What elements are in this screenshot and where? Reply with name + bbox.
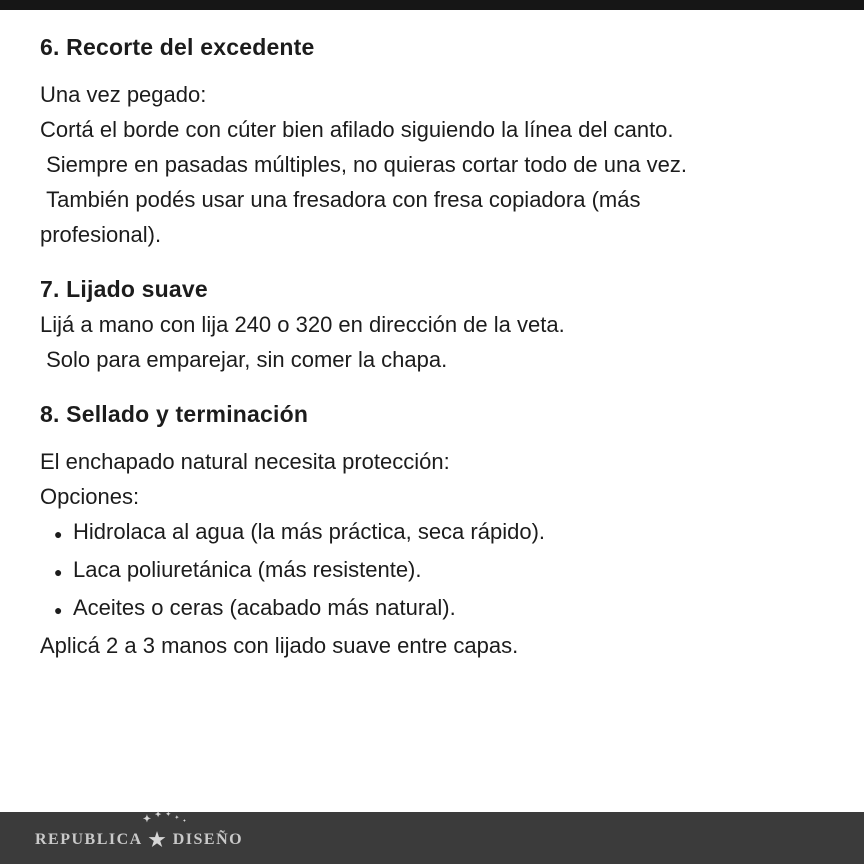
bullet-text: Aceites o ceras (acabado más natural).: [73, 595, 456, 620]
section: [40, 276, 834, 377]
section-heading: 6. Recorte del excedente: [40, 34, 315, 60]
section: [40, 401, 834, 663]
text-line: Una vez pegado:: [40, 82, 207, 107]
small-star-icon: ✦: [154, 809, 163, 819]
star-icon: ★: [148, 829, 167, 851]
brand-logo: [35, 809, 244, 851]
bullet-item: [40, 590, 834, 628]
logo-star-group: [142, 809, 188, 851]
bullet-icon: ●: [54, 564, 63, 580]
bullet-text: Hidrolaca al agua (la más práctica, seca rápido).: [73, 519, 546, 544]
slide-content: [40, 10, 834, 663]
section-heading: 7. Lijado suave: [40, 276, 208, 302]
brand-name-republica: REPUBLICA: [35, 830, 143, 848]
small-star-icon: ✦: [165, 811, 173, 818]
text-line: El enchapado natural necesita protección:: [40, 449, 450, 474]
text-line: Solo para emparejar, sin comer la chapa.: [40, 347, 448, 372]
bullet-icon: ●: [54, 602, 63, 618]
bullet-text: Laca poliuretánica (más resistente).: [73, 557, 422, 582]
small-star-icon: ✦: [142, 813, 153, 825]
small-star-icon: ✦: [182, 817, 188, 823]
text-line: Cortá el borde con cúter bien afilado siguiendo la línea del canto.: [40, 117, 674, 142]
small-star-icon: ✦: [174, 815, 181, 821]
text-line: Siempre en pasadas múltiples, no quieras cortar todo de una vez.: [40, 152, 687, 177]
section-heading: 8. Sellado y terminación: [40, 401, 309, 427]
text-line: Opciones:: [40, 484, 140, 509]
bullet-icon: ●: [54, 526, 63, 542]
text-line: Lijá a mano con lija 240 o 320 en dirección de la veta.: [40, 312, 565, 337]
brand-name-diseno: DISEÑO: [172, 830, 244, 848]
section: [40, 34, 834, 252]
bullet-item: [40, 552, 834, 590]
bullet-item: [40, 514, 834, 552]
footer-bar: [0, 809, 864, 864]
text-line: También podés usar una fresadora con fresa copiadora (más: [40, 187, 641, 212]
top-border-bar: [0, 0, 864, 10]
text-line: profesional).: [40, 222, 162, 247]
text-line: Aplicá 2 a 3 manos con lijado suave entre capas.: [40, 633, 519, 658]
